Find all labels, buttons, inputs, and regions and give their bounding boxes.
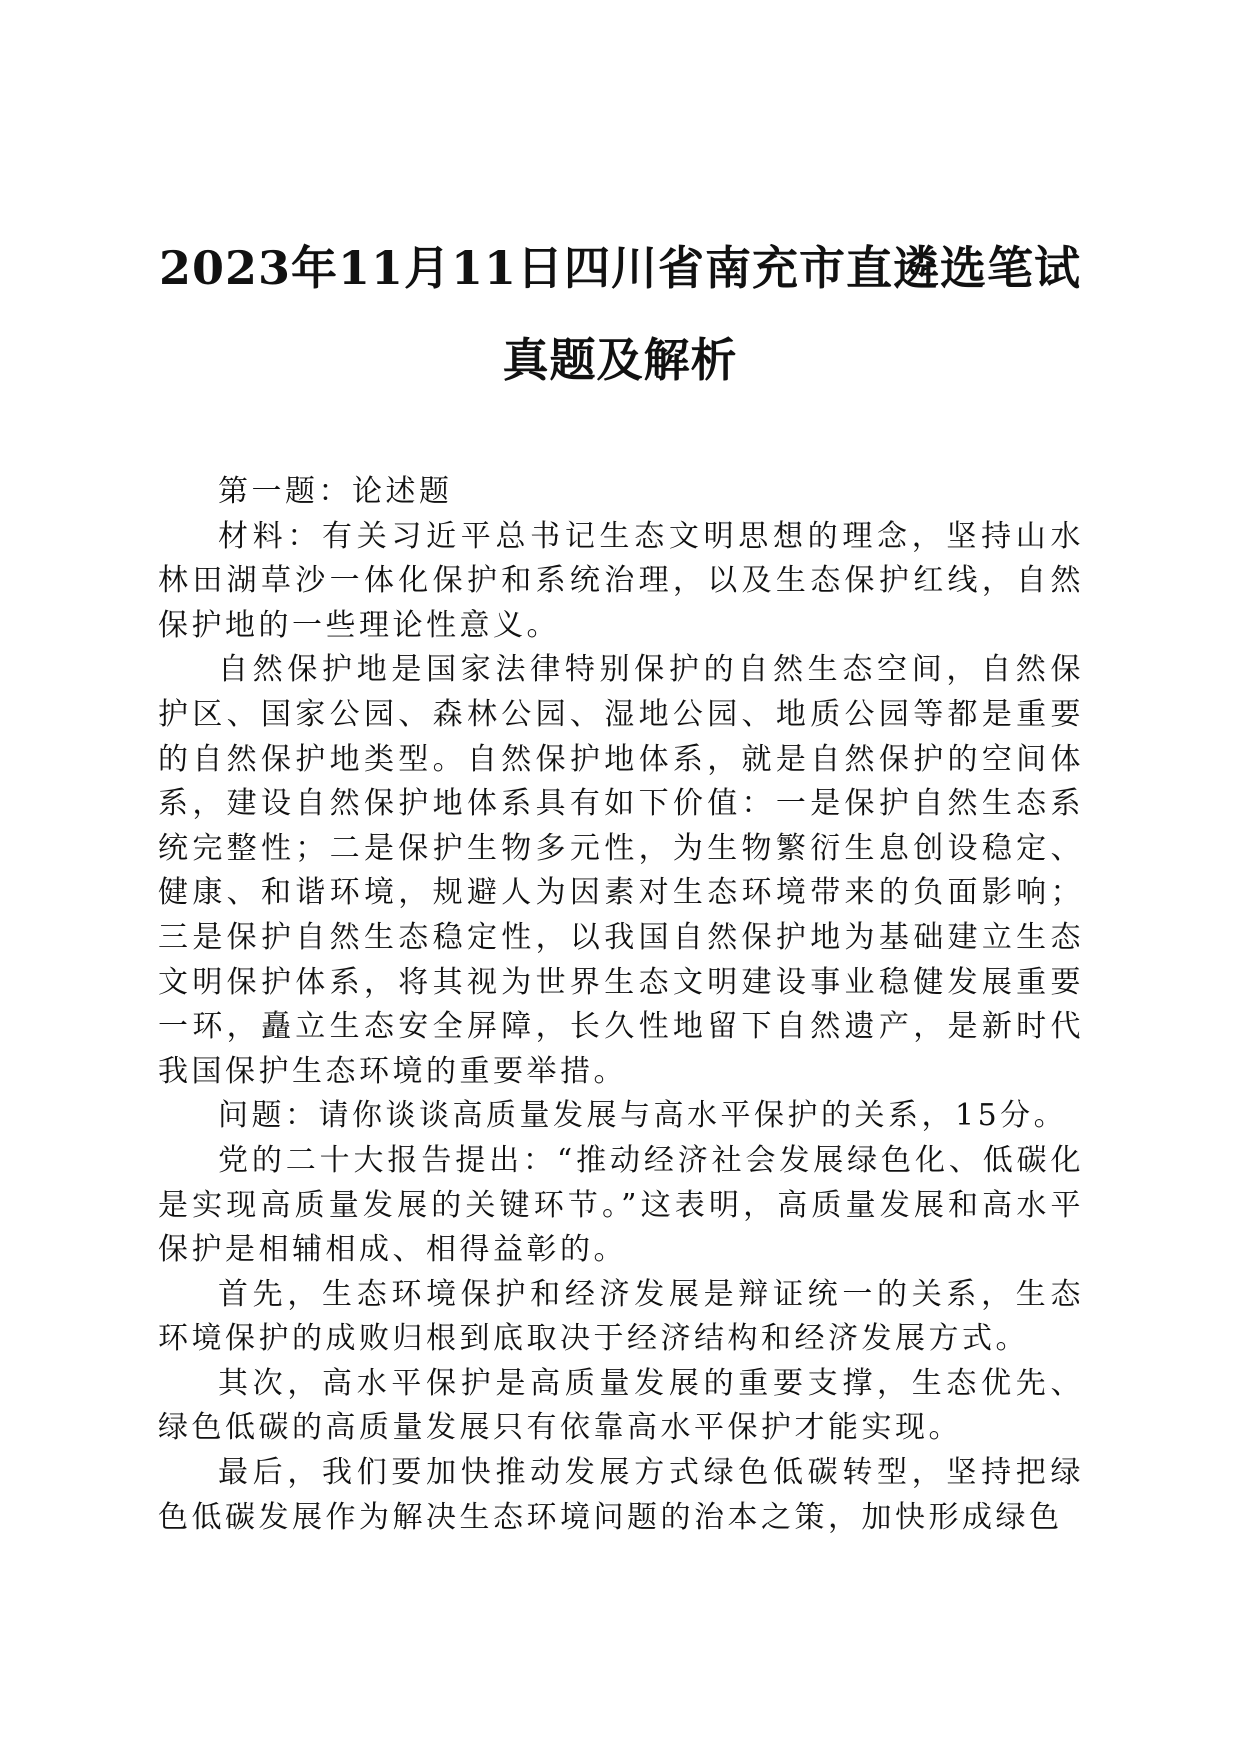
document-body: [158, 470, 1084, 1540]
paragraph-question: 问题：请你谈谈高质量发展与高水平保护的关系，15分。: [218, 1098, 1068, 1134]
paragraph-question-heading: 第一题：论述题: [218, 474, 453, 509]
paragraph-protected-areas: 自然保护地是国家法律特别保护的自然生态空间，自然保护区、国家公园、森林公园、湿地公园、地质公园等都是重要的自然保护地类型。自然保护地体系，就是自然保护的空间体系，建设自然保护地体系具有如下价值：一是保护自然生态系统完整性；二是保护生物多元性，为生物繁衍生息创设稳定、健康、和谐环境，规避人为因素对生态环境带来的负面影响；三是保护自然生态稳定性，以我国自然保护地为基础建立生态文明保护体系，将其视为世界生态文明建设事业稳健发展重要一环，矗立生态安全屏障，长久性地留下自然遗产，是新时代我国保护生态环境的重要举措。: [158, 652, 1084, 1089]
paragraph-material: 材料：有关习近平总书记生态文明思想的理念，坚持山水林田湖草沙一体化保护和系统治理，以及生态保护红线，自然保护地的一些理论性意义。: [158, 518, 1084, 643]
paragraph-answer-intro: 党的二十大报告提出：“推动经济社会发展绿色化、低碳化是实现高质量发展的关键环节。”这表明，高质量发展和高水平保护是相辅相成、相得益彰的。: [158, 1142, 1084, 1268]
paragraph-first-point: 首先，生态环境保护和经济发展是辩证统一的关系，生态环境保护的成败归根到底取决于经济结构和经济发展方式。: [158, 1276, 1084, 1357]
paragraph-last-point: 最后，我们要加快推动发展方式绿色低碳转型，坚持把绿色低碳发展作为解决生态环境问题的治本之策，加快形成绿色: [158, 1455, 1084, 1535]
paragraph-second-point: 其次，高水平保护是高质量发展的重要支撑，生态优先、绿色低碳的高质量发展只有依靠高水平保护才能实现。: [158, 1365, 1084, 1446]
document-title: 2023年11月11日四川省南充市直遴选笔试真题及解析: [158, 241, 1082, 387]
